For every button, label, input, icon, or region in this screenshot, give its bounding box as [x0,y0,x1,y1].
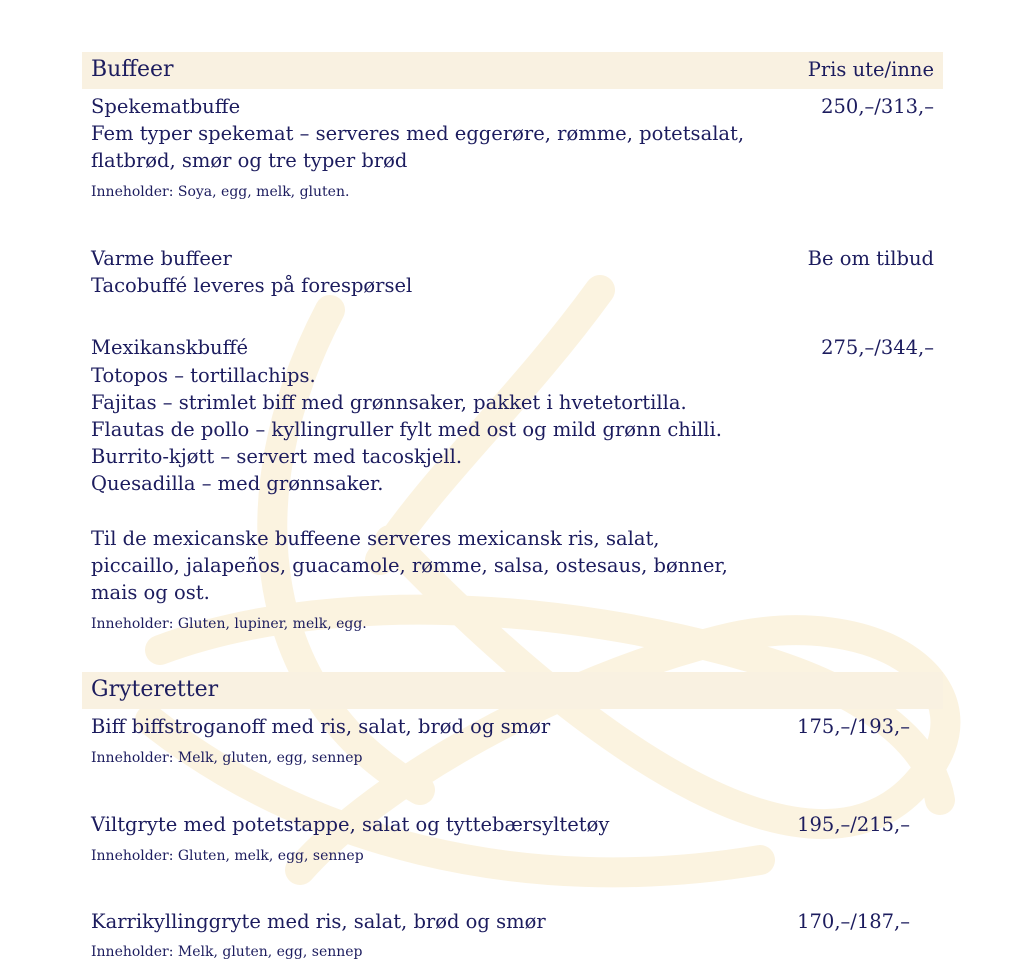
menu-item-allergens: Inneholder: Soya, egg, melk, gluten. [91,184,350,200]
menu-item-price: Be om tilbud [807,247,934,270]
menu-item-description: Burrito-kjøtt – servert med tacoskjell. [91,445,463,468]
menu-item-allergens: Inneholder: Melk, gluten, egg, sennep [91,944,363,960]
section-title: Gryteretter [91,677,219,702]
section-title: Buffeer [91,57,174,82]
menu-item-description: flatbrød, smør og tre typer brød [91,149,408,172]
menu-item-name: Mexikanskbuffé [91,336,248,359]
menu-item-description: Fajitas – strimlet biff med grønnsaker, pakket i hvetetortilla. [91,391,687,414]
menu-item-note: Til de mexicanske buffeene serveres mexicansk ris, salat, [91,527,660,550]
menu-item-allergens: Inneholder: Gluten, melk, egg, sennep [91,848,364,864]
menu-item-description: Quesadilla – med grønnsaker. [91,472,384,495]
price-column-header: Pris ute/inne [807,58,934,81]
menu-item-name: Varme buffeer [91,247,232,270]
menu-item-name: Karrikyllinggryte med ris, salat, brød og smør [91,910,546,933]
menu-item-price: 195,–/215,– [797,813,910,836]
menu-item-name: Biff biffstroganoff med ris, salat, brød og smør [91,715,551,738]
menu-item-price: 170,–/187,– [797,910,910,933]
menu-item-description: Totopos – tortillachips. [91,364,316,387]
menu-item-allergens: Inneholder: Gluten, lupiner, melk, egg. [91,616,367,632]
menu-item-note: piccaillo, jalapeños, guacamole, rømme, salsa, ostesaus, bønner, [91,554,728,577]
menu-item-description: Fem typer spekemat – serveres med eggerøre, rømme, potetsalat, [91,122,745,145]
menu-item-price: 175,–/193,– [797,715,910,738]
menu-item-name: Spekematbuffe [91,95,241,118]
menu-item-note: mais og ost. [91,581,210,604]
menu-item-description: Flautas de pollo – kyllingruller fylt med ost og mild grønn chilli. [91,418,722,441]
menu-item-description: Tacobuffé leveres på forespørsel [91,274,413,297]
menu-item-allergens: Inneholder: Melk, gluten, egg, sennep [91,750,363,766]
menu-item-price: 250,–/313,– [821,95,934,118]
menu-item-name: Viltgryte med potetstappe, salat og tyttebærsyltetøy [91,813,610,836]
menu-item-price: 275,–/344,– [821,336,934,359]
